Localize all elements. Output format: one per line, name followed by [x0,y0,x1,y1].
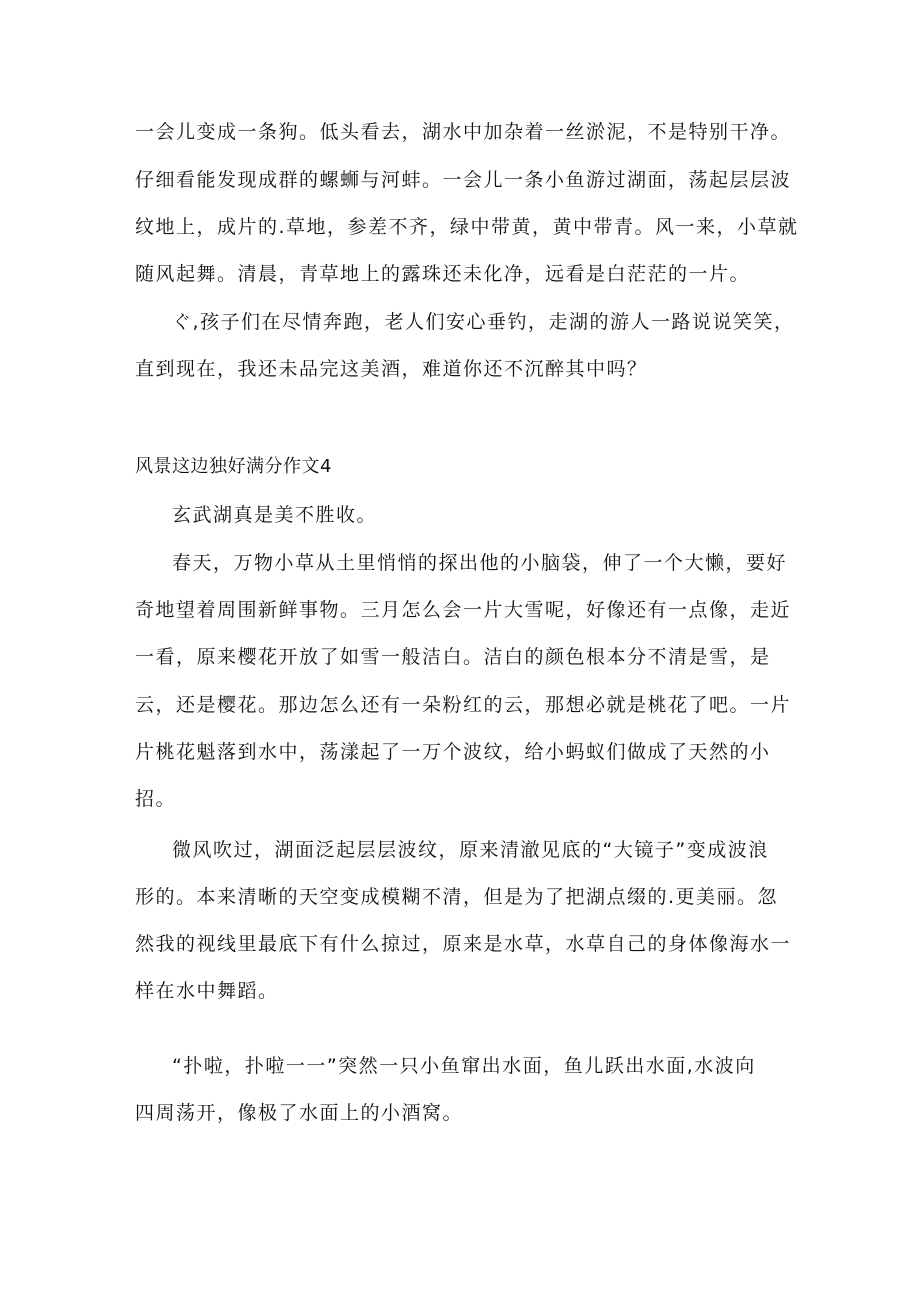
paragraph-6-line-2: 四周荡开，像极了水面上的小酒窝。 [135,1102,464,1124]
paragraph-4-line-5: 片桃花魁落到水中，荡漾起了一万个波纹，给小蚂蚁们做成了天然的小 [135,741,771,763]
paragraph-5-line-1: 微风吹过，湖面泛起层层波纹，原来清澈见底的“大镜子”变成波浪 [172,839,769,861]
paragraph-1-line-1: 一会儿变成一条狗。低头看去，湖水中加杂着一丝淤泥，不是特别干净。 [135,121,792,143]
paragraph-4-line-4: 云，还是樱花。那边怎么还有一朵粉红的云，那想必就是桃花了吧。一片 [135,694,792,716]
paragraph-5-line-4: 样在水中舞蹈。 [135,980,279,1002]
paragraph-4-line-2: 奇地望着周围新鲜事物。三月怎么会一片大雪呢，好像还有一点像，走近 [135,599,792,621]
paragraph-1-line-2: 仔细看能发现成群的螺蛳与河蚌。一会儿一条小鱼游过湖面，荡起层层波 [135,169,792,191]
paragraph-1-line-3: 纹地上，成片的.草地，参差不齐，绿中带黄，黄中带青。风一来，小草就 [135,216,799,238]
paragraph-1-line-4: 随风起舞。清晨，青草地上的露珠还未化净，远看是白茫茫的一片。 [135,263,751,285]
paragraph-6-line-1: “扑啦，扑啦一一”突然一只小鱼窜出水面，鱼儿跃出水面,水波向 [172,1055,756,1077]
paragraph-4-line-6: 招。 [135,788,177,810]
paragraph-2-line-2: 直到现在，我还未品完这美酒，难道你还不沉醉其中吗？ [135,358,648,380]
paragraph-3-line-1: 玄武湖真是美不胜收。 [172,504,378,526]
paragraph-4-line-1: 春天，万物小草从土里悄悄的探出他的小脑袋，伸了一个大懒，要好 [172,552,788,574]
paragraph-5-line-2: 形的。本来清晰的天空变成模糊不清，但是为了把湖点缀的.更美丽。忽 [135,886,779,908]
section-heading: 风景这边独好满分作文4 [135,456,332,477]
paragraph-4-line-3: 一看，原来樱花开放了如雪一般洁白。洁白的颜色根本分不清是雪，是 [135,646,771,668]
paragraph-2-line-1: ぐ,孩子们在尽情奔跑，老人们安心垂钓，走湖的游人一路说说笑笑， [172,311,795,333]
paragraph-5-line-3: 然我的视线里最底下有什么掠过，原来是水草，水草自己的身体像海水一 [135,933,792,955]
